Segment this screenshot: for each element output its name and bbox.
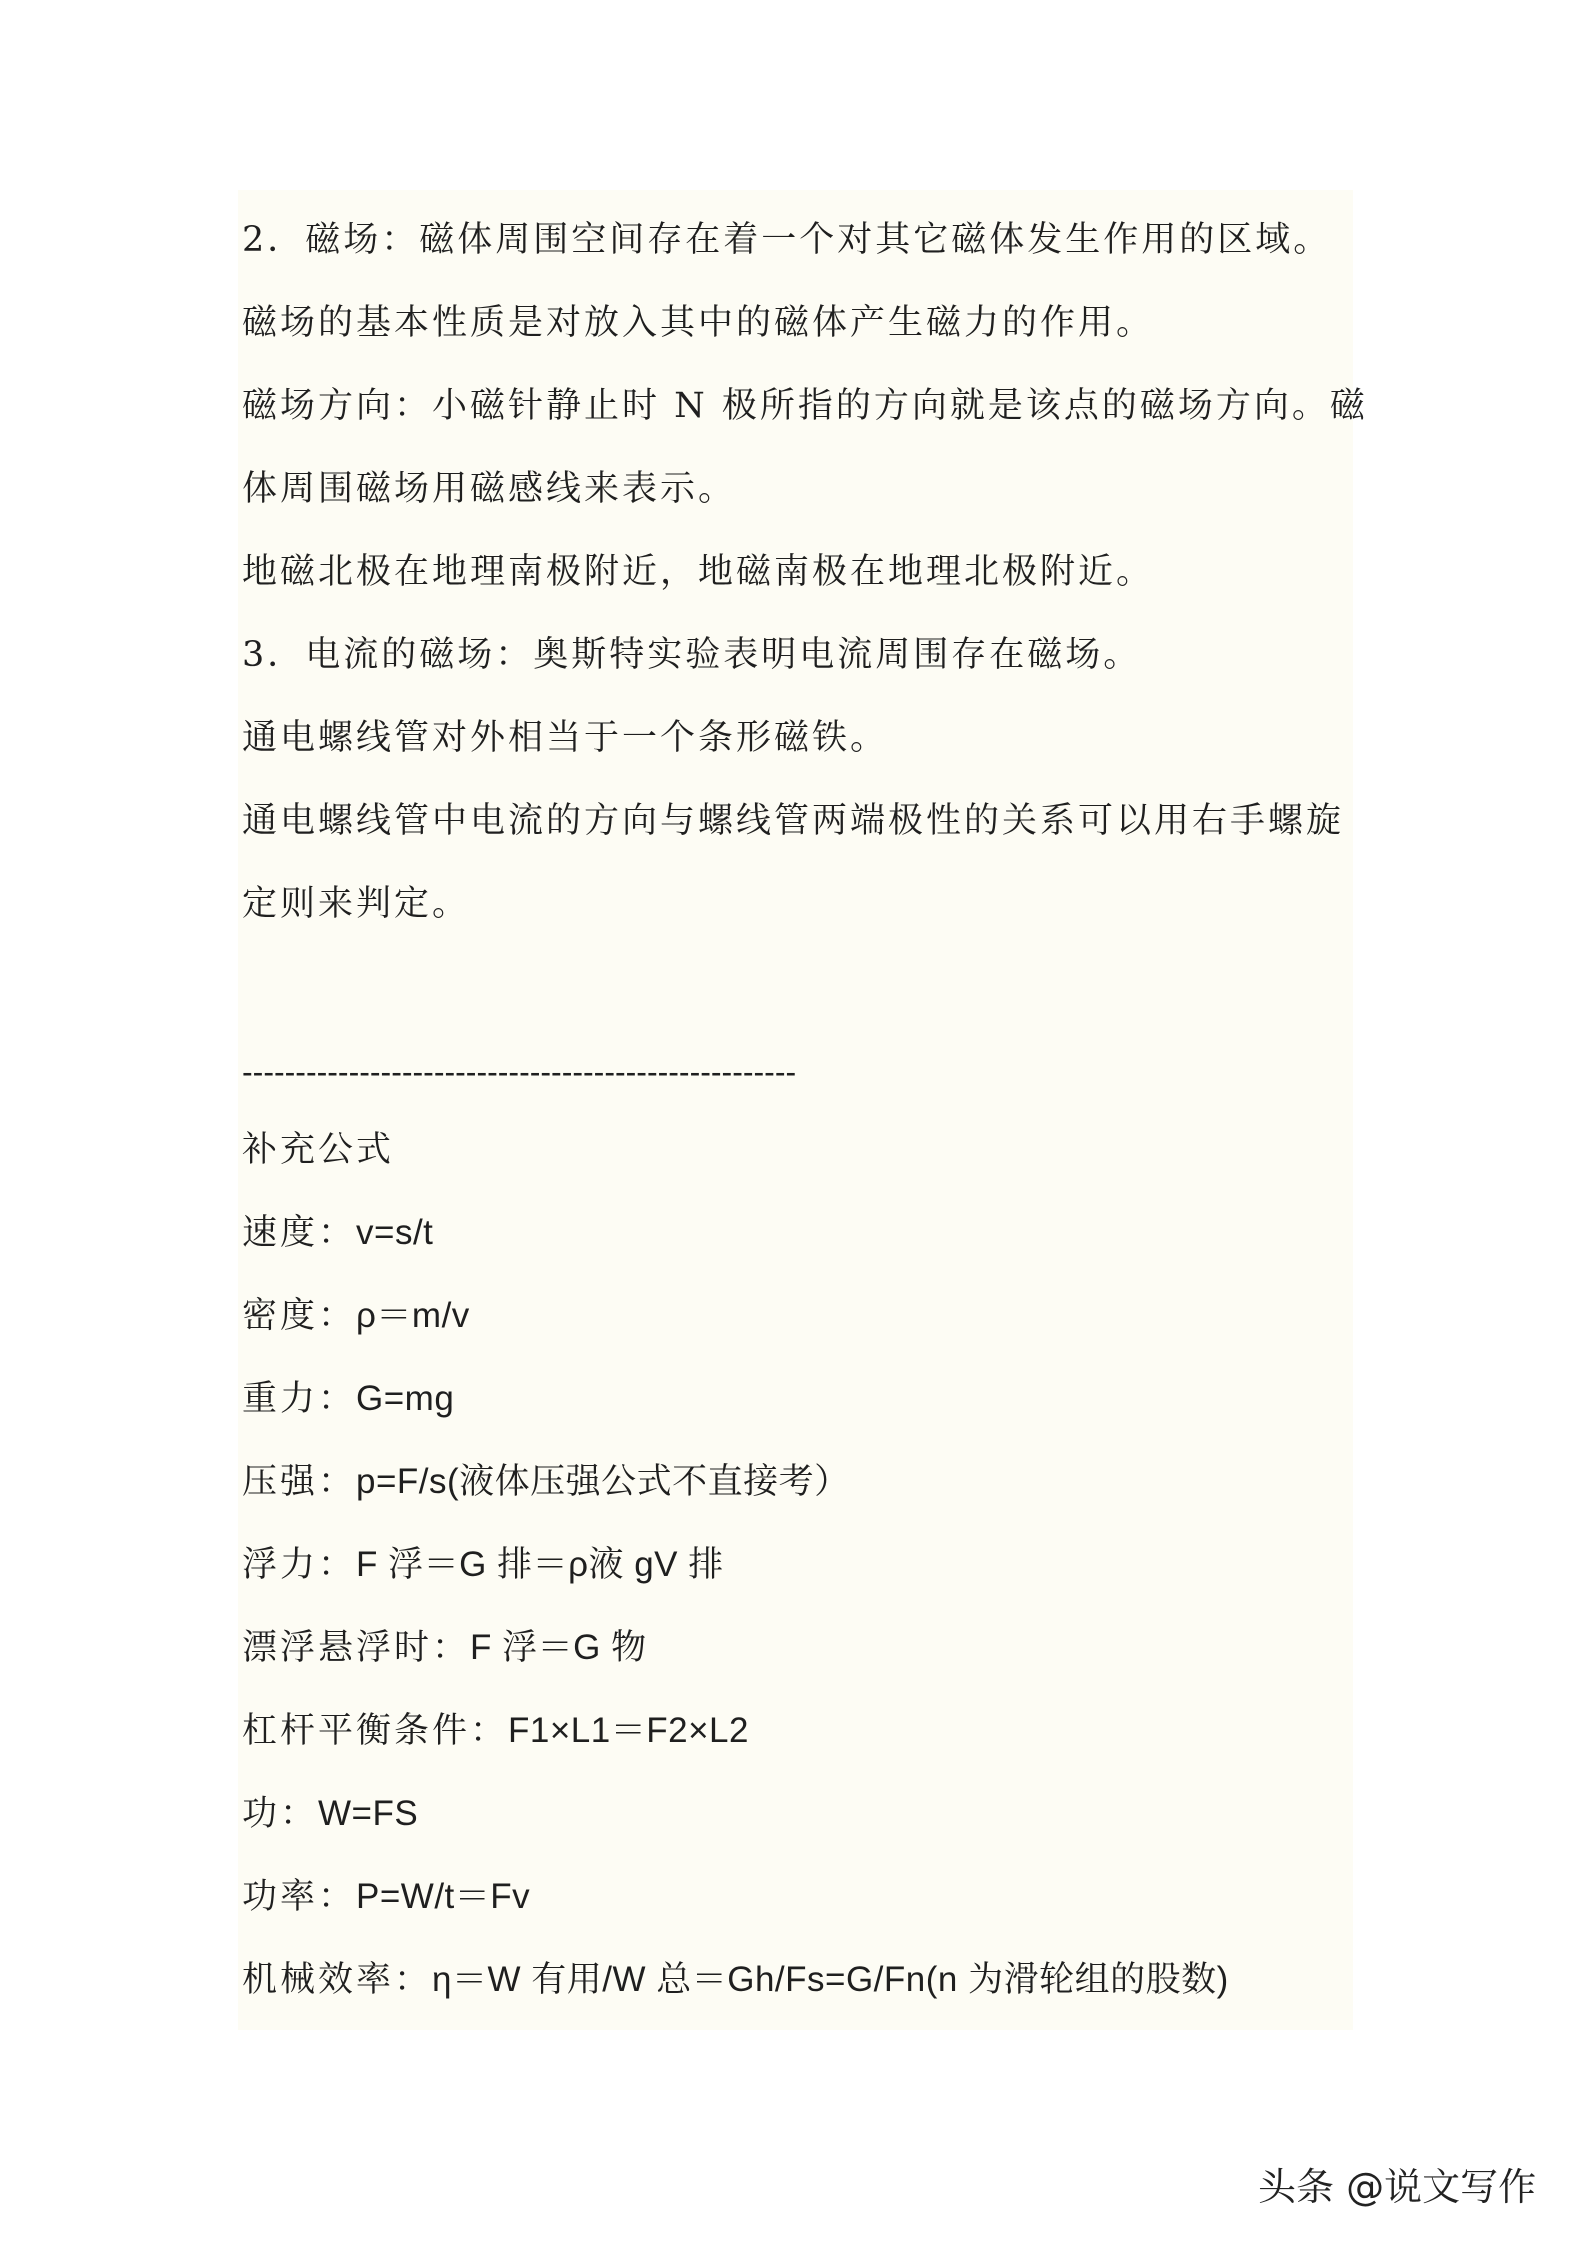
formula-label: 机械效率： [242,1960,433,2000]
formula-expression: F1×L1＝F2×L2 [508,1711,749,1750]
formula-label: 功率： [242,1877,357,1917]
formula-expression: F 浮＝G 排＝ρ液 gV 排 [356,1545,724,1584]
text-line-solenoid-magnet: 通电螺线管对外相当于一个条形磁铁。 [242,718,889,758]
formula-expression: W=FS [318,1794,419,1833]
formula-expression: p=F/s(液体压强公式不直接考） [356,1462,850,1501]
supplementary-formulas-heading: 补充公式 [242,1130,395,1170]
formula-item-buoyancy [242,1540,724,1590]
formula-item-mechanical-efficiency [242,1955,1229,2005]
formula-expression: P=W/t＝Fv [356,1877,531,1916]
watermark: 头条 @说文写作 [1258,2165,1537,2209]
formula-expression: F 浮＝G 物 [470,1628,647,1667]
text-line-right-hand-rule: 通电螺线管中电流的方向与螺线管两端极性的关系可以用右手螺旋 [242,801,1345,841]
formula-item-gravity [242,1374,454,1424]
formula-label: 浮力： [242,1545,357,1585]
formula-label: 压强： [242,1462,357,1502]
formula-label: 杠杆平衡条件： [242,1711,509,1751]
formula-expression: ρ＝m/v [356,1296,470,1335]
formula-item-work [242,1789,418,1839]
text-line-magnetic-field-direction: 磁场方向：小磁针静止时 N 极所指的方向就是该点的磁场方向。磁 [242,386,1368,426]
formula-label: 漂浮悬浮时： [242,1628,471,1668]
text-line-magnetic-field-property: 磁场的基本性质是对放入其中的磁体产生磁力的作用。 [242,303,1155,343]
section-divider: ---------------------------------------------------- [242,1054,797,1090]
formula-item-density [242,1291,470,1341]
text-line-right-hand-rule-cont: 定则来判定。 [242,884,471,924]
formula-label: 重力： [242,1379,357,1419]
formula-expression: v=s/t [356,1213,434,1252]
document-page [238,190,1368,2030]
formula-item-floating [242,1623,647,1673]
formula-expression: η＝W 有用/W 总＝Gh/Fs=G/Fn(n 为滑轮组的股数) [432,1960,1229,1999]
text-line-geomagnetic-poles: 地磁北极在地理南极附近，地磁南极在地理北极附近。 [242,552,1155,592]
formula-label: 密度： [242,1296,357,1336]
formula-expression: G=mg [356,1379,455,1418]
text-line-current-magnetic-field: 3．电流的磁场：奥斯特实验表明电流周围存在磁场。 [242,635,1142,675]
formula-item-velocity [242,1208,433,1258]
formula-item-lever-balance [242,1706,749,1756]
formula-item-power [242,1872,530,1922]
formula-label: 速度： [242,1213,357,1253]
formula-label: 功： [242,1794,319,1834]
text-line-magnetic-field-lines: 体周围磁场用磁感线来表示。 [242,469,737,509]
formula-item-pressure [242,1457,850,1507]
text-line-magnetic-field-definition: 2．磁场：磁体周围空间存在着一个对其它磁体发生作用的区域。 [242,220,1332,260]
